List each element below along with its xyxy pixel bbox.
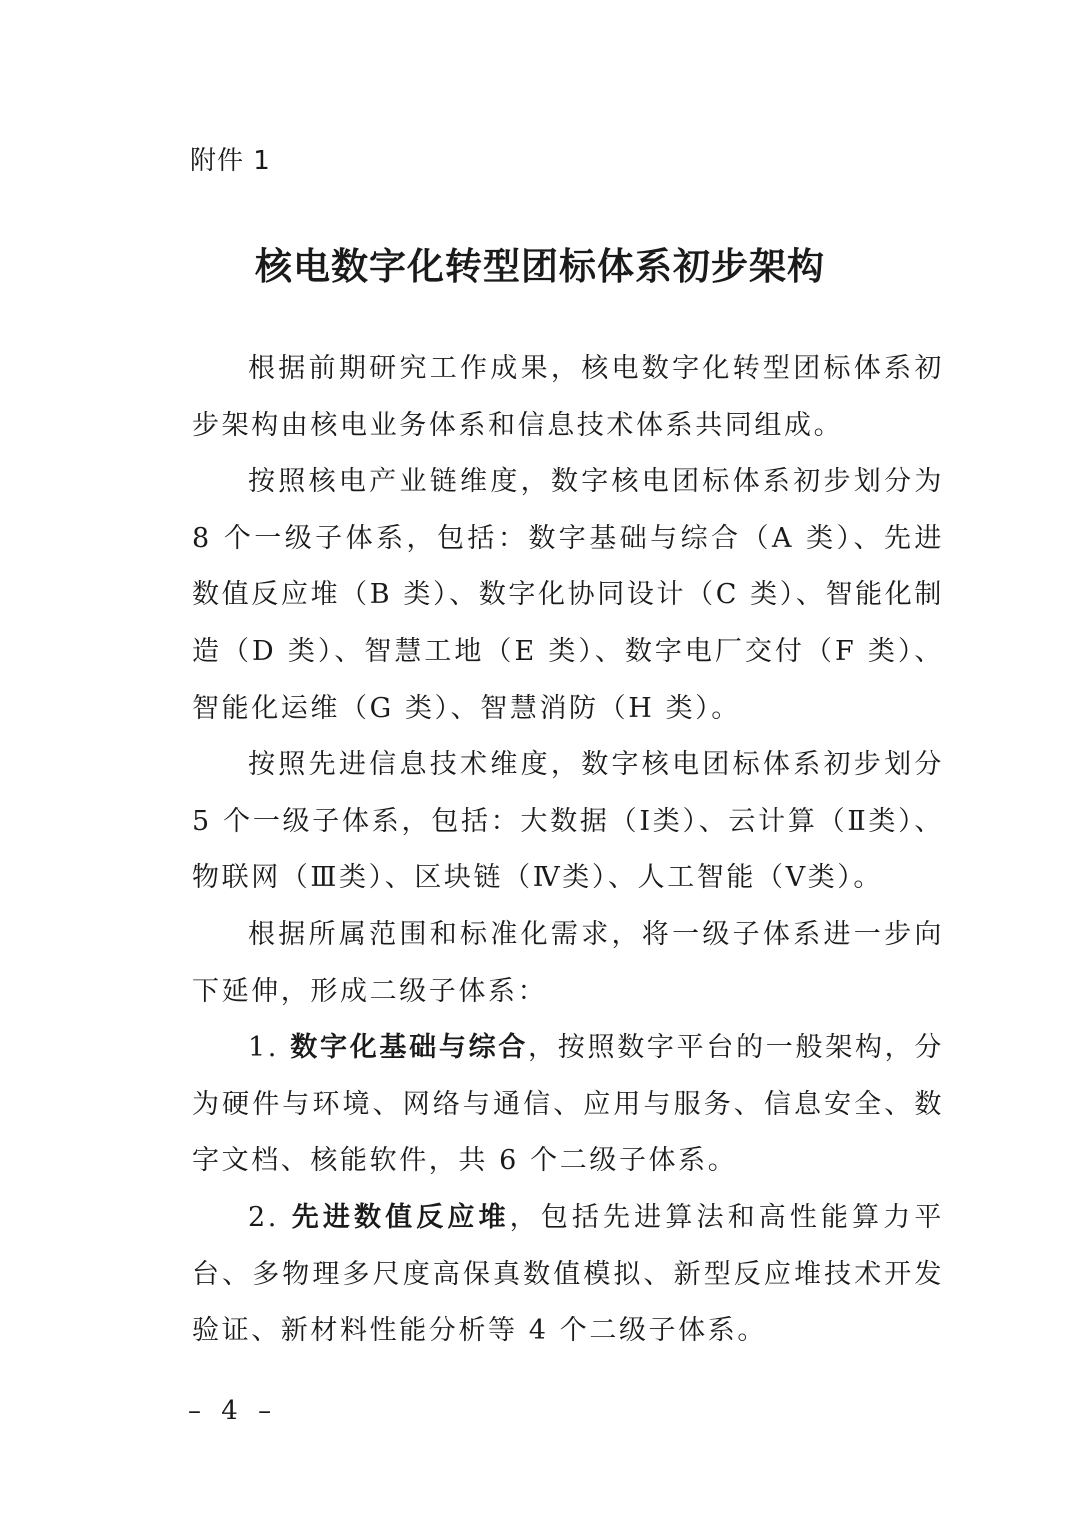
paragraph-second-level: 根据所属范围和标准化需求，将一级子体系进一步向下延伸，形成二级子体系： — [192, 918, 944, 1007]
item-1-number: 1. — [248, 1032, 291, 1064]
item-1-heading: 数字化基础与综合 — [290, 1032, 529, 1064]
paragraph-industry-chain: 按照核电产业链维度，数字核电团标体系初步划分为 8 个一级子体系，包括：数字基础与综合（A 类）、先进数值反应堆（B 类）、数字化协同设计（C 类）、智能化制造（D 类）、智慧工地（E 类）、数字电厂交付（F 类）、智能化运维（G 类）、智慧消防（H 类）。 — [192, 466, 944, 724]
paragraph-intro: 根据前期研究工作成果，核电数字化转型团标体系初步架构由核电业务体系和信息技术体系共同组成。 — [192, 353, 944, 441]
item-2-heading: 先进数值反应堆 — [291, 1201, 510, 1233]
document-body — [192, 341, 944, 1360]
page-number: – 4 – — [188, 1396, 278, 1426]
paragraph-item-2 — [192, 1190, 944, 1360]
item-2-text: ，包括先进算法和高性能算力平台、多物理多尺度高保真数值模拟、新型反应堆技术开发验证、新材料性能分析等 4 个二级子体系。 — [192, 1201, 944, 1347]
document-title: 核电数字化转型团标体系初步架构 — [255, 245, 825, 288]
item-2-number: 2. — [248, 1201, 292, 1233]
paragraph-item-1 — [192, 1020, 944, 1190]
attachment-label: 附件 1 — [190, 146, 271, 176]
paragraph-info-tech: 按照先进信息技术维度，数字核电团标体系初步划分 5 个一级子体系，包括：大数据（Ⅰ类）、云计算（Ⅱ类）、物联网（Ⅲ类）、区块链（Ⅳ类）、人工智能（Ⅴ类）。 — [192, 749, 944, 894]
item-1-text: ，按照数字平台的一般架构，分为硬件与环境、网络与通信、应用与服务、信息安全、数字文档、核能软件，共 6 个二级子体系。 — [192, 1032, 944, 1177]
